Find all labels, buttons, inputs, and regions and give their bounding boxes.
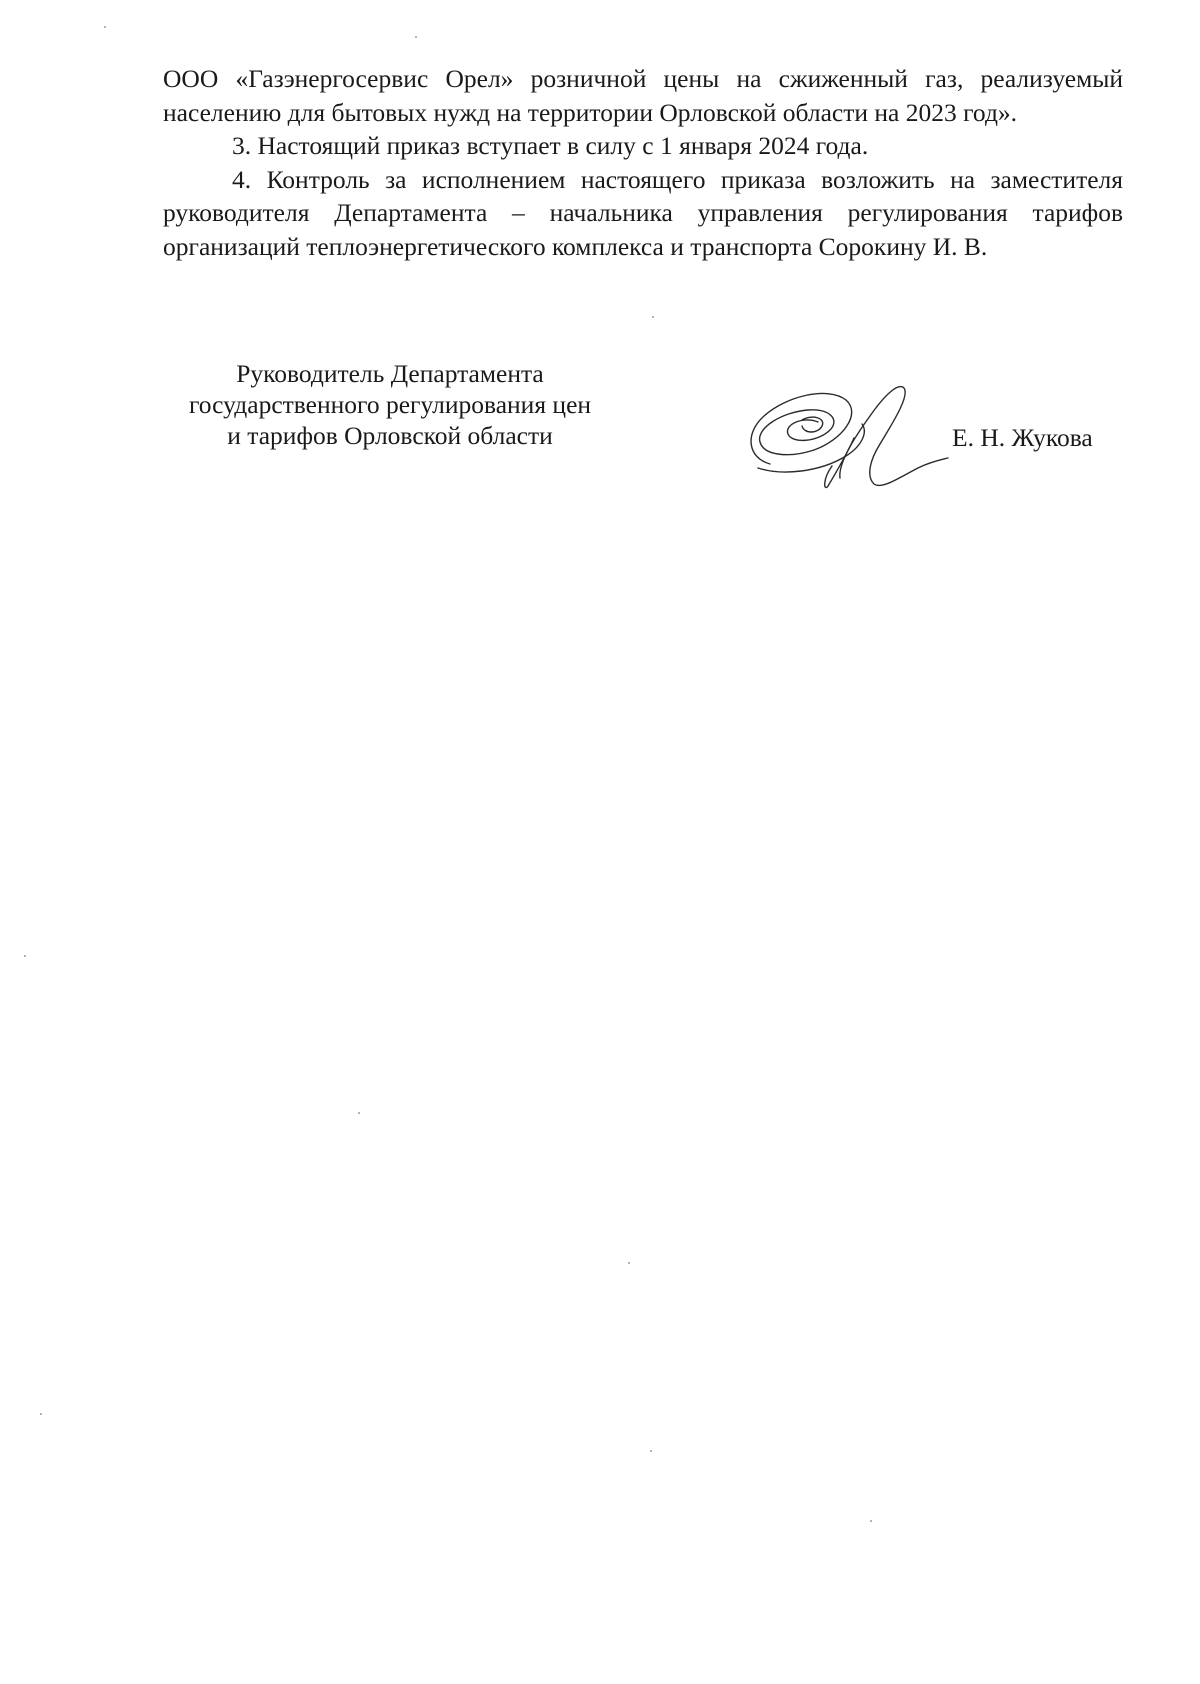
scan-speck [40,1413,42,1415]
scan-speck [628,1262,630,1264]
scan-speck [24,955,26,957]
scan-speck [650,1450,652,1452]
paragraph-item-3: 3. Настоящий приказ вступает в силу с 1 января 2024 года. [232,131,869,160]
signatory-position [140,358,640,451]
scan-speck [870,1520,872,1522]
paragraph-continuation: ООО «Газэнергосервис Орел» розничной цены на сжиженный газ, реализуемый населению для бытовых нужд на территории Орловской области на 2023 год». [163,64,1123,127]
signer-name: Е. Н. Жукова [952,423,1093,452]
position-line: Руководитель Департамента [236,359,544,388]
handwritten-signature [742,368,952,493]
scan-speck [104,26,106,28]
position-line: государственного регулирования цен [188,390,592,419]
scan-speck [652,316,654,318]
scan-speck [415,36,417,38]
scan-speck [358,1112,360,1114]
paragraph-item-4: 4. Контроль за исполнением настоящего приказа возложить на заместителя руководителя Департамента – начальника управления регулирования тарифов организаций теплоэнергетического комплекса и транспорта Сорокину И. В. [163,164,1123,261]
position-line: и тарифов Орловской области [227,421,553,450]
document-body [163,62,1123,263]
